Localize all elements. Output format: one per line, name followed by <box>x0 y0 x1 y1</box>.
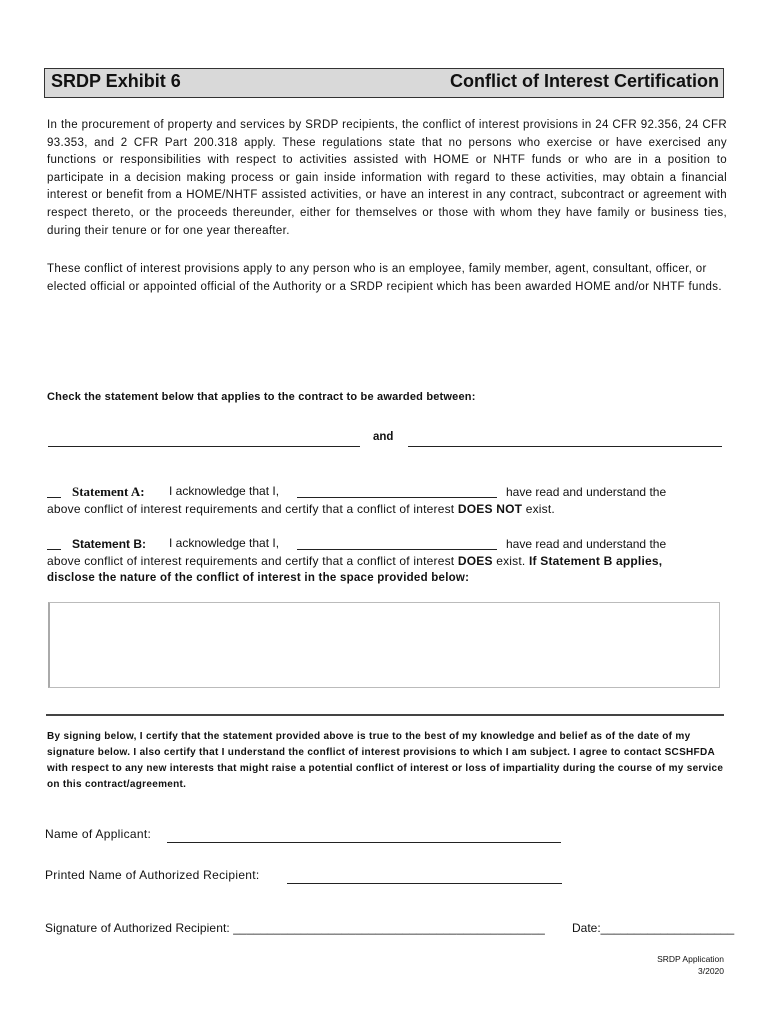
statement-b-label-wrap <box>72 537 146 551</box>
statement-b-end: exist. <box>492 554 526 568</box>
printed-name-field[interactable] <box>287 883 562 884</box>
statement-a-emphasis: DOES NOT <box>457 502 523 516</box>
page-footer <box>600 953 724 977</box>
statement-b-checkbox[interactable] <box>47 549 61 550</box>
statement-a-checkbox[interactable] <box>47 497 61 498</box>
exhibit-header <box>44 68 724 98</box>
statement-a-label-wrap <box>72 484 145 500</box>
statement-a-text1: I acknowledge that I, <box>169 484 280 498</box>
statement-b-text2: have read and understand the <box>506 537 667 551</box>
exhibit-number: SRDP Exhibit 6 <box>51 71 181 91</box>
certification-statement: By signing below, I certify that the statement provided above is true to the best of my knowledge and belief as of the date of my signature below. I also certify that I understand the conflict of interest provisions to which I am subject. I agree to contact SCSHFDA with respect to any new interests that might raise a potential conflict of interest or loss of impartiality during the course of my service on this contract/agreement. <box>47 731 724 790</box>
statement-b-label: Statement B: <box>72 537 147 551</box>
check-instruction: Check the statement below that applies to the contract to be awarded between: <box>47 391 476 403</box>
name-of-applicant-field[interactable] <box>167 842 561 843</box>
section-divider <box>46 714 724 716</box>
statement-b-line2-text: above conflict of interest requirements and certify that a conflict of interest <box>47 554 458 568</box>
statement-b-bold-tail: If Statement B applies, <box>525 554 663 568</box>
name-of-applicant-label: Name of Applicant: <box>45 827 152 841</box>
disclosure-textarea[interactable] <box>48 602 720 688</box>
party-two-field[interactable] <box>408 446 722 447</box>
statement-a-label: Statement A: <box>72 484 145 499</box>
intro-paragraph-2: These conflict of interest provisions apply to any person who is an employee, family member, agent, consultant, officer, or elected official or appointed official of the Authority or a SRDP recipient which has been awarded HOME and/or NHTF funds. <box>47 263 722 293</box>
date-field[interactable]: Date:____________________ <box>572 921 735 935</box>
statement-a-text2: have read and understand the <box>506 485 667 499</box>
statement-b-text1: I acknowledge that I, <box>169 536 280 550</box>
document-title: Conflict of Interest Certification <box>449 71 719 91</box>
footer-date: 3/2020 <box>698 966 724 976</box>
printed-name-label: Printed Name of Authorized Recipient: <box>45 868 260 882</box>
statement-b-name-field[interactable] <box>297 549 497 550</box>
party-one-field[interactable] <box>48 446 360 447</box>
statement-a-name-field[interactable] <box>297 497 497 498</box>
statement-b-emphasis: DOES <box>457 554 493 568</box>
statement-a-line2 <box>47 502 555 516</box>
and-label: and <box>373 431 394 443</box>
statement-a-line2-text: above conflict of interest requirements and certify that a conflict of interest <box>47 502 458 516</box>
statement-b-line2 <box>47 554 662 568</box>
statement-b-line3: disclose the nature of the conflict of interest in the space provided below: <box>47 572 470 584</box>
statement-a-end: exist. <box>522 502 555 516</box>
footer-application: SRDP Application <box>657 954 724 964</box>
signature-field[interactable]: Signature of Authorized Recipient: ______________________________________________ <box>45 921 545 935</box>
intro-paragraph-1: In the procurement of property and services by SRDP recipients, the conflict of interest provisions in 24 CFR 92.356, 24 CFR 93.353, and 2 CFR Part 200.318 apply. These regulations state that no persons who exercise or have exercised any functions or responsibilities with respect to activities assisted with HOME or NHTF funds or who are in a position to participate in a decision making process or gain inside information with regard to these activities, may obtain a financial interest or benefit from a HOME/NHTF assisted activities, or have an interest in any contract, subcontract or agreement with respect thereto, or the proceeds thereunder, either for themselves or those with whom they have family or business ties, during their tenure or for one year thereafter. <box>47 119 727 237</box>
